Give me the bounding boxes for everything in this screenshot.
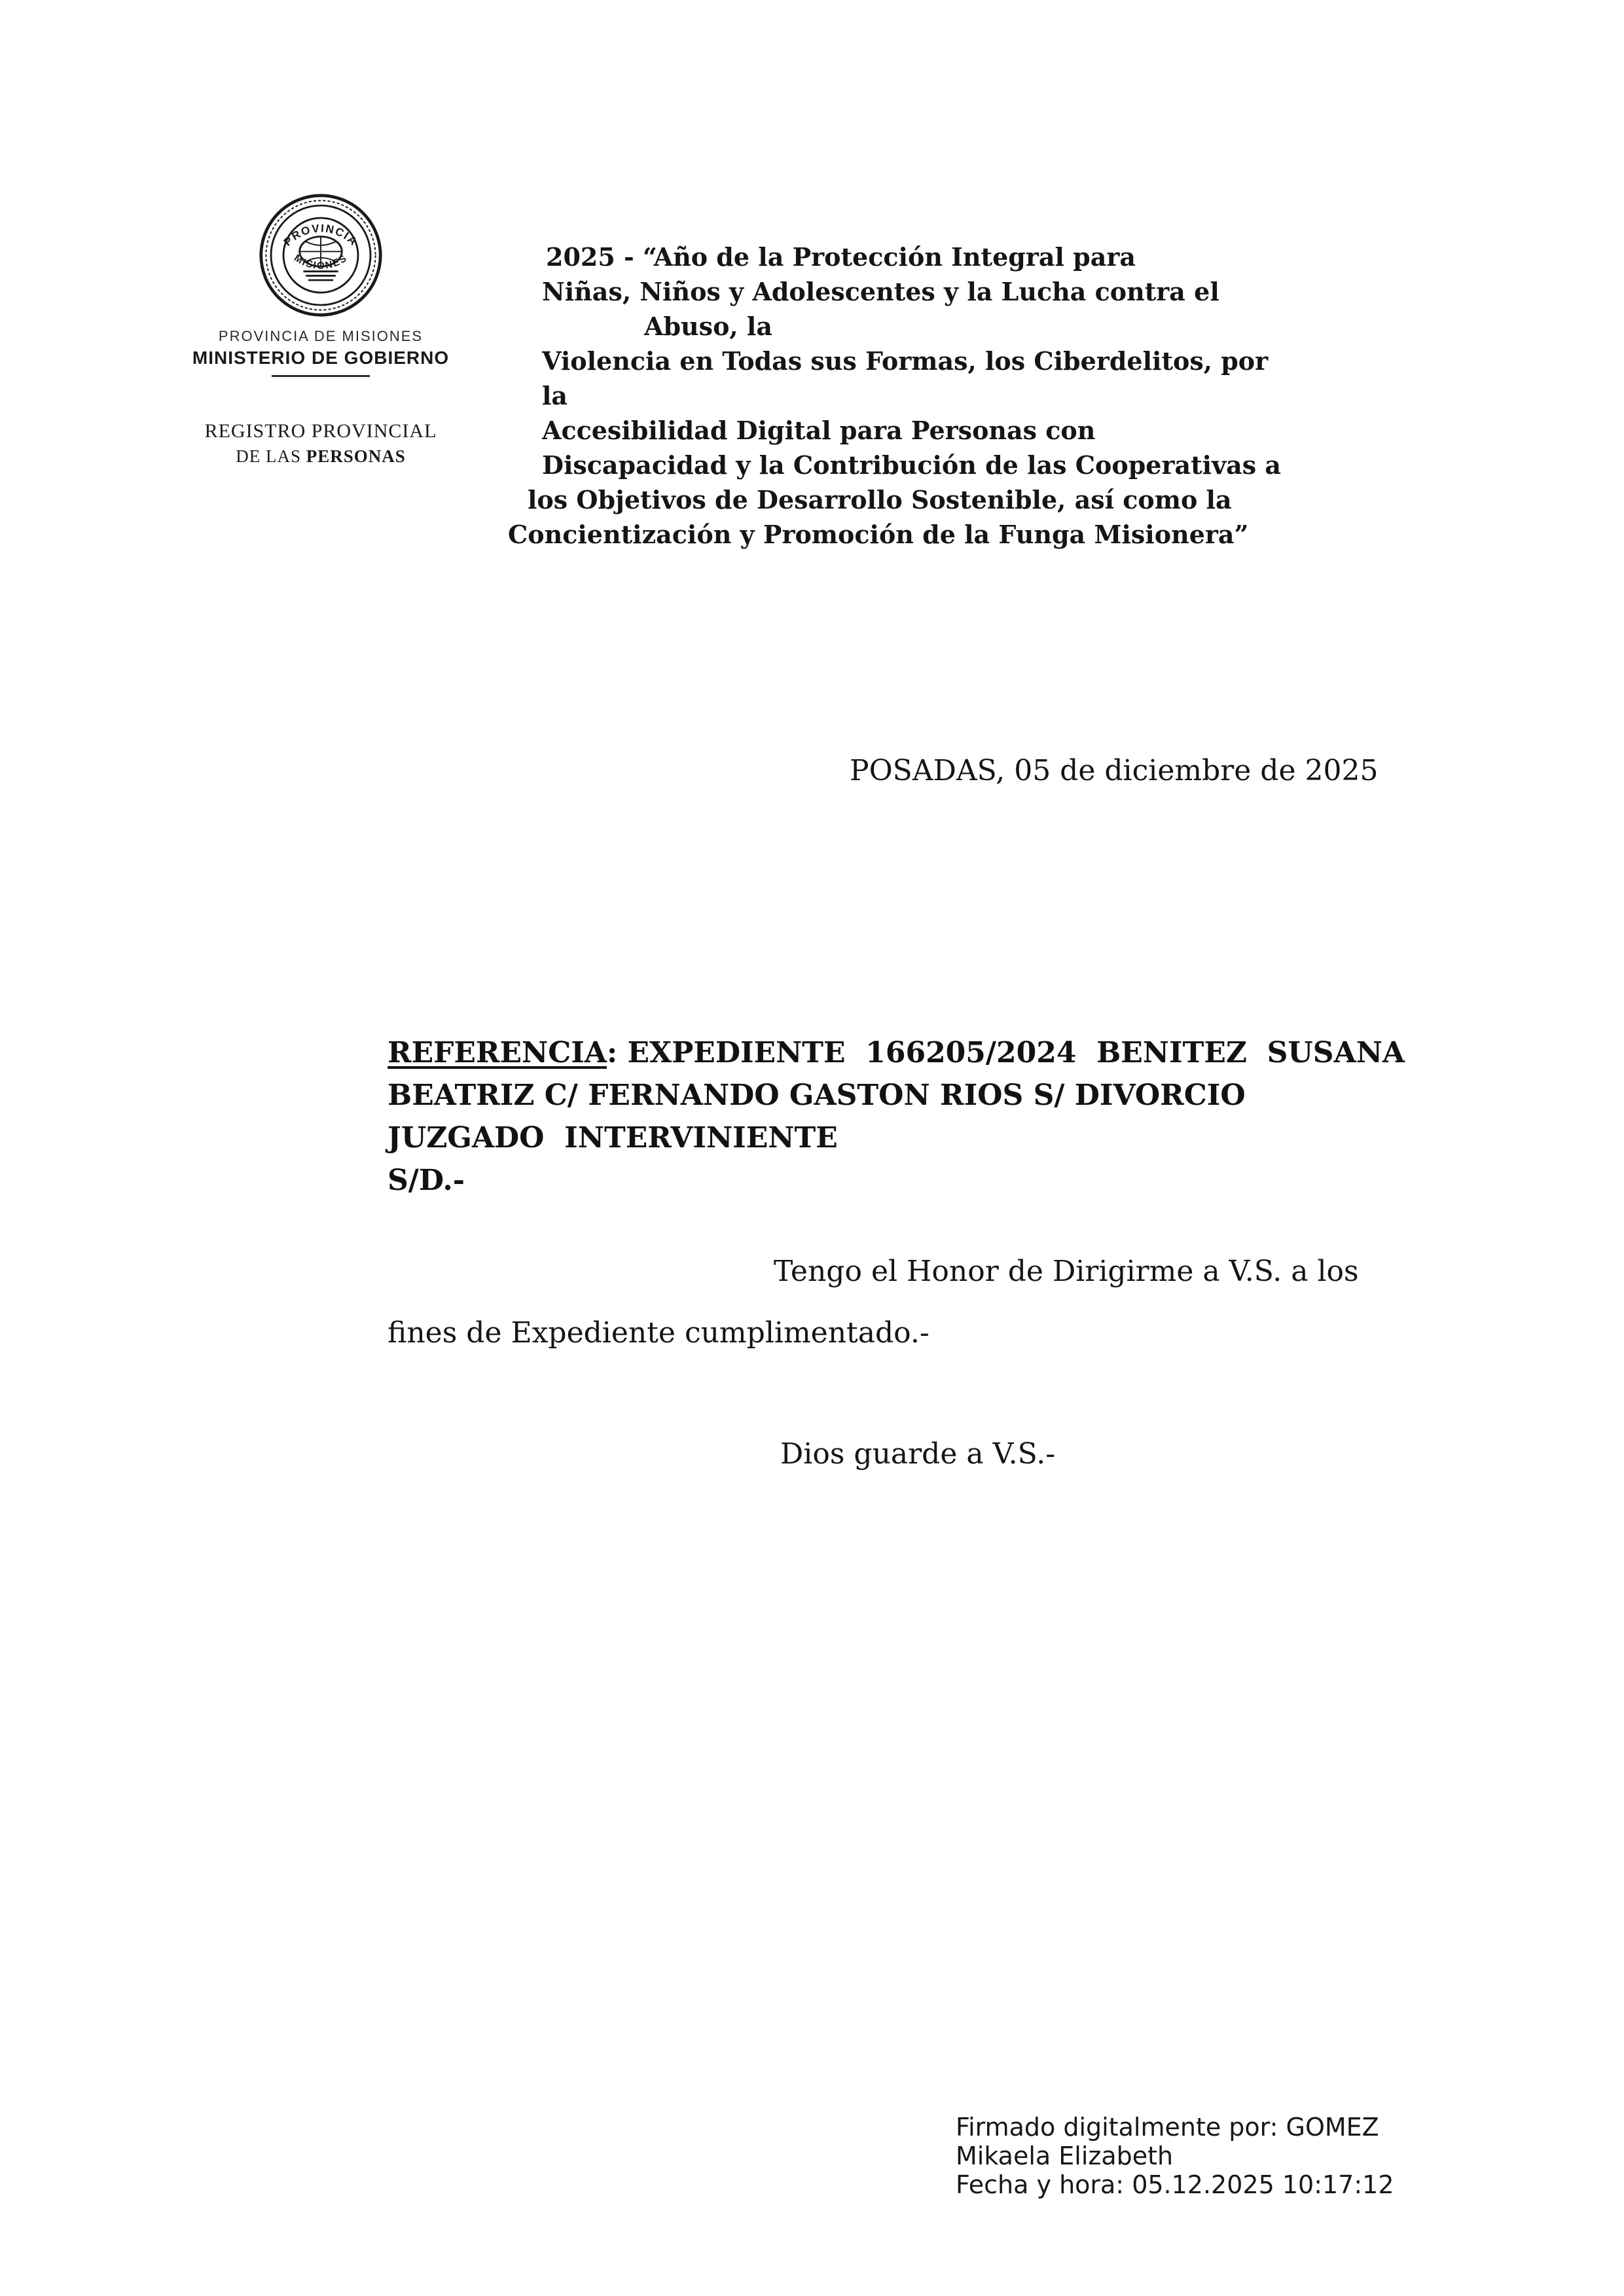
reference-line2: BEATRIZ C/ FERNANDO GASTON RIOS S/ DIVORCIO: [388, 1079, 1246, 1112]
motto-line: los Objetivos de Desarrollo Sostenible, así como la: [528, 485, 1232, 514]
misiones-seal-icon: [259, 193, 383, 317]
reference-block: [388, 1031, 1513, 1202]
motto-line: Violencia en Todas sus Formas, los Ciberdelitos, por: [542, 346, 1269, 376]
closing-line: Dios guarde a V.S.-: [780, 1437, 1056, 1471]
reference-label: REFERENCIA: [388, 1036, 607, 1069]
letterhead: [177, 193, 465, 467]
year-motto: [508, 240, 1393, 552]
office-name-line2-prefix: DE LAS: [236, 446, 306, 466]
motto-line: Accesibilidad Digital para Personas con: [542, 416, 1096, 445]
motto-line: Niñas, Niños y Adolescentes y la Lucha contra el: [542, 277, 1219, 306]
motto-line: la: [542, 381, 568, 410]
signature-line-2: Mikaela Elizabeth: [956, 2142, 1174, 2170]
letterhead-divider: [272, 375, 370, 377]
reference-line3: JUZGADO INTERVINIENTE: [388, 1121, 838, 1155]
office-name-line2: [177, 446, 465, 467]
reference-line1: [388, 1031, 1513, 1074]
signature-line-3: Fecha y hora: 05.12.2025 10:17:12: [956, 2170, 1394, 2199]
motto-line: Concientización y Promoción de la Funga Misionera”: [508, 520, 1249, 549]
ministry-name: MINISTERIO DE GOBIERNO: [192, 348, 450, 368]
office-name-line2-bold: PERSONAS: [306, 446, 406, 466]
seal-top-text: PROVINCIA: [281, 222, 361, 249]
seal-bottom-text: MISIONES: [292, 252, 350, 272]
salutation: S/D.-: [388, 1164, 465, 1197]
motto-line: Abuso, la: [644, 312, 772, 341]
motto-line: Discapacidad y la Contribución de las Cooperativas a: [542, 450, 1282, 480]
dateline: POSADAS, 05 de diciembre de 2025: [850, 754, 1379, 787]
signature-line-1: Firmado digitalmente por: GOMEZ: [956, 2113, 1379, 2142]
digital-signature: [956, 2113, 1394, 2199]
body-paragraph: [388, 1253, 1513, 1352]
body-line-1: Tengo el Honor de Dirigirme a V.S. a los: [774, 1255, 1359, 1288]
motto-line: 2025 - “Año de la Protección Integral para: [546, 242, 1136, 272]
reference-line1-rest: : EXPEDIENTE 166205/2024 BENITEZ SUSANA: [606, 1036, 1405, 1069]
body-line-2: fines de Expediente cumplimentado.-: [388, 1316, 929, 1350]
office-name-line1: REGISTRO PROVINCIAL: [204, 420, 437, 442]
province-name: PROVINCIA DE MISIONES: [218, 328, 424, 344]
